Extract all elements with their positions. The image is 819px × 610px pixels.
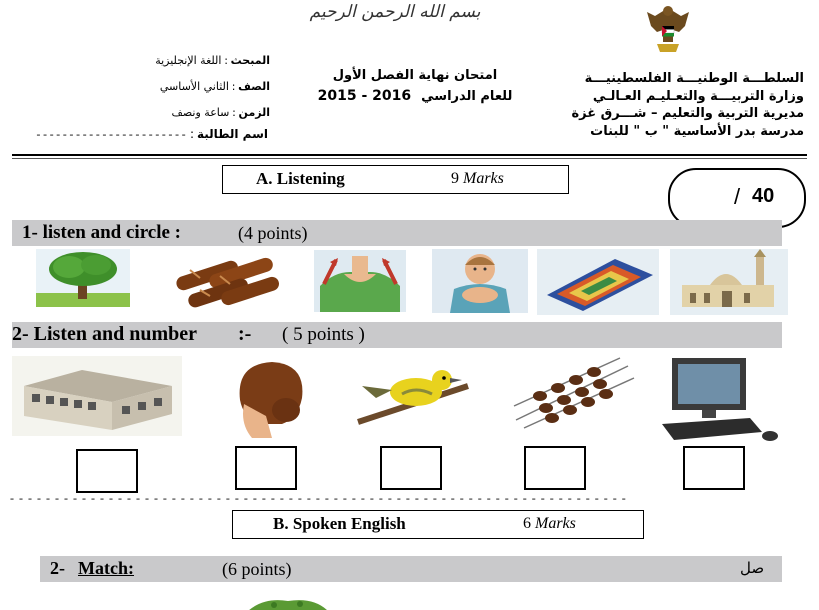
- score-total: 40: [752, 185, 775, 207]
- school-line: مدرسة بدر الأساسية " ب " للبنات: [590, 123, 804, 139]
- section-a-box: [222, 165, 569, 194]
- year-label: للعام الدراسي: [421, 89, 513, 104]
- directorate-line: مديرية التربية والتعليم – شـــرق غزة: [571, 106, 804, 121]
- exam-title-block: [300, 66, 530, 107]
- section-divider: - - - - - - - - - - - - - - - - - - - - - - - - - - - - - - - - - - - - - - - - - - - - - - - - - - - - - - - - - - - - - - - - - - - - -: [10, 491, 627, 505]
- rug-icon[interactable]: [537, 249, 659, 315]
- match-header-bar: [40, 556, 782, 582]
- header-divider-thin: [12, 158, 807, 159]
- school-icon[interactable]: [12, 356, 182, 436]
- ministry-line: وزارة التربيـــة والتعـليـم العـالـي: [592, 88, 804, 104]
- number-box-5[interactable]: [683, 446, 745, 490]
- authority-block: [540, 70, 804, 140]
- boy-hands-icon[interactable]: [432, 249, 528, 313]
- q1-title: 1- listen and circle :: [22, 222, 182, 243]
- score-box: [668, 168, 806, 228]
- computer-icon[interactable]: [658, 354, 784, 446]
- match-arabic-hint: صل: [740, 559, 765, 577]
- q2-title: 2- Listen and number: [12, 323, 198, 345]
- kebab-icon[interactable]: [510, 356, 638, 430]
- bird-icon[interactable]: [352, 356, 474, 430]
- shoulders-icon[interactable]: [314, 250, 406, 312]
- sausages-icon[interactable]: [170, 250, 288, 312]
- header-divider: [12, 154, 807, 156]
- match-title: Match:: [78, 558, 134, 578]
- q2-points: ( 5 points ): [282, 324, 365, 345]
- subject-row: المبحث : اللغة الإنجليزية: [155, 54, 270, 67]
- match-picture-icon[interactable]: [244, 598, 330, 610]
- number-box-2[interactable]: [235, 446, 297, 490]
- exam-year: [300, 86, 530, 107]
- section-b-title: B. Spoken English: [273, 514, 406, 533]
- number-box-1[interactable]: [76, 449, 138, 493]
- match-points: (6 points): [222, 559, 292, 579]
- grade-row: الصف : الثاني الأساسي: [159, 80, 270, 93]
- student-name-field[interactable]: -----------------------: [35, 130, 187, 142]
- q1-points: (4 points): [238, 223, 308, 243]
- exam-title: امتحان نهاية الفصل الأول: [332, 68, 498, 83]
- year-range: 2015 - 2016: [317, 88, 412, 104]
- section-a-marks: 9 Marks: [451, 170, 504, 187]
- mosque-icon[interactable]: [670, 249, 788, 315]
- match-number: 2-: [50, 558, 65, 578]
- number-box-3[interactable]: [380, 446, 442, 490]
- number-box-4[interactable]: [524, 446, 586, 490]
- section-b-box: [232, 510, 644, 539]
- exam-info-block: [110, 48, 270, 126]
- tree-icon[interactable]: [36, 249, 130, 307]
- time-row: الزمن : ساعة ونصف: [171, 106, 270, 119]
- authority-line: السلطـــة الوطنيـــة الفلسطينيـــة: [584, 71, 804, 86]
- basmala: بسم الله الرحمن الرحيم: [309, 2, 481, 22]
- q1-header-bar: [12, 220, 782, 246]
- section-b-marks: 6 Marks: [523, 515, 576, 532]
- score-slash: /: [734, 184, 741, 209]
- hair-icon[interactable]: [222, 354, 318, 438]
- q2-separator: :-: [238, 323, 252, 345]
- emblem-eagle-icon: [643, 2, 693, 60]
- q2-header-bar: [12, 322, 782, 348]
- section-a-title: A. Listening: [256, 169, 345, 188]
- student-name-row: اسم الطالبة : -----------------------: [35, 127, 268, 142]
